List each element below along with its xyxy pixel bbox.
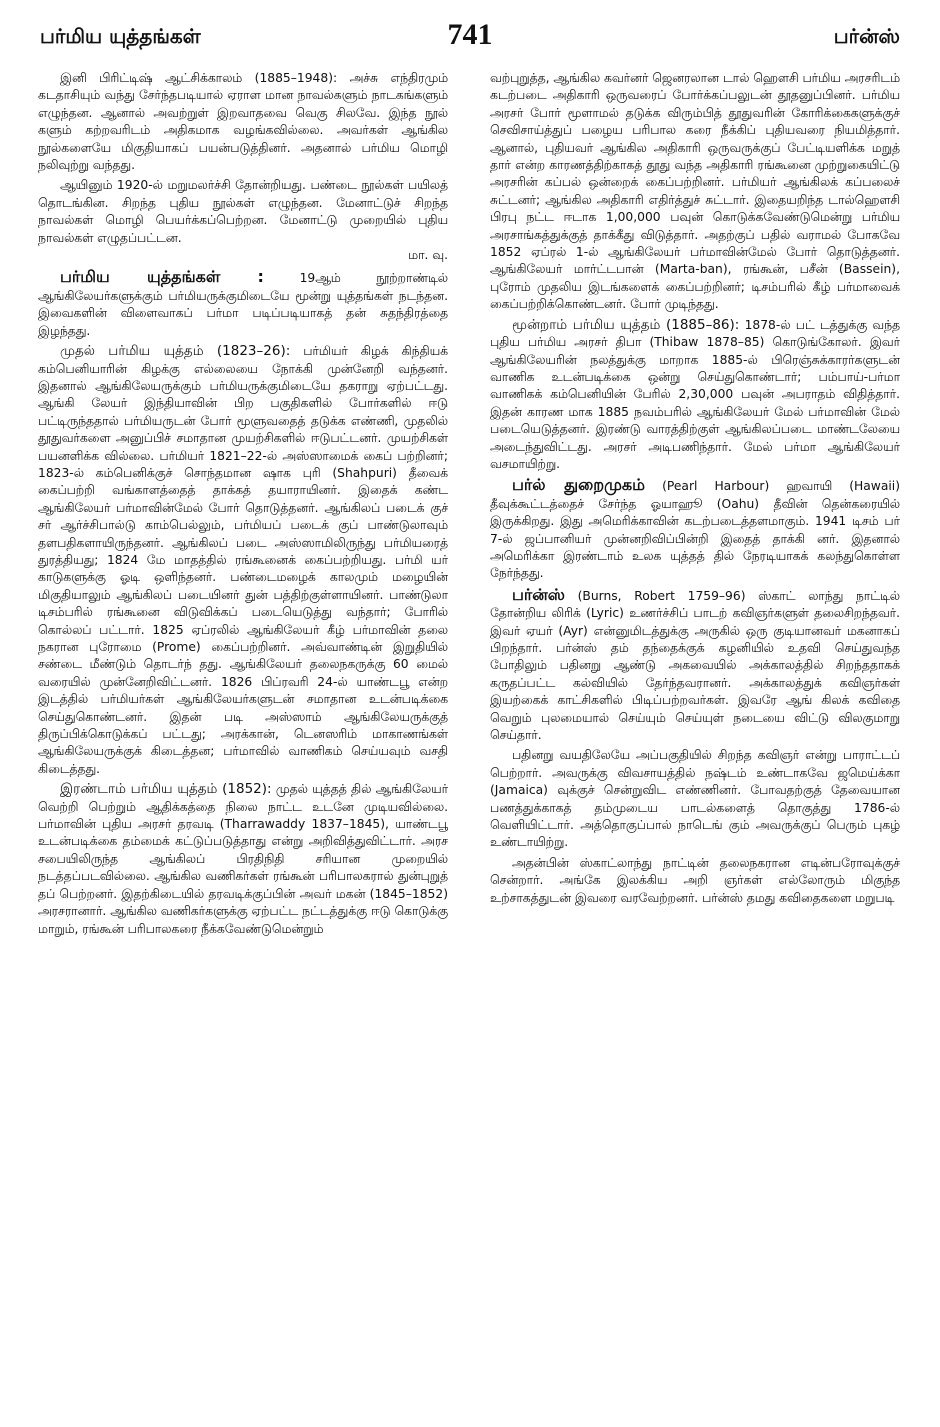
paragraph-british-period: இனி பிரிட்டிஷ் ஆட்சிக்காலம் (1885–1948): அச்சு எந்திரமும் கடதாசியும் வந்து சேர்ந்தபடியால் ஏராள மான நாவல்களும் நாடகங்களும் எழுந்தன. ஆனால் அவற்றுள் இறவாதவை வெகு சிலவே. இந்த நூல் களும் கற்றவரிடம் அதிகமாக வழங்கவில்லை. அவர்கள் ஆங்கில நூல்களையே மிகுதியாகப் பயன்படுத்தினர். அதனால் பர்மிய மொழி நலிவுற்று வந்தது. xyxy=(38,71,448,173)
subheading-third-war: மூன்றாம் பர்மிய யுத்தம் (1885–86): xyxy=(512,316,740,333)
entry-burmese-wars xyxy=(38,268,448,340)
running-head-left: பர்மிய யுத்தங்கள் xyxy=(40,24,201,48)
right-column xyxy=(490,70,900,1405)
entry-headword: பர்மிய யுத்தங்கள் : xyxy=(60,267,264,287)
paragraph-second-war-continued: வற்புறுத்த, ஆங்கில கவர்னர் ஜெனரலான டால் ஹௌசி பர்மிய அரசரிடம் கடற்படை அதிகாரி ஒருவரைப் போர்க்கப்பலுடன் தூதனுப்பினர். பர்மிய அரசர் போர் மூளாமல் தடுக்க விரும்பித் தூதுவரின் கோரிக்கைகளுக்குச் செவிசாய்த்துப் பழைய பரிபால கரை நீக்கிப் புதியவரை நியமித்தார். ஆனால், புதியவர் ஆங்கில அதிகாரி ஒருவருக்குப் பேட்டியளிக்க மறுத் தார் என்ற காரணத்திற்காகத் தூது வந்த அதிகாரி ரங்கூனை முற்றுகையிட்டு அரசரின் கப்பல் ஒன்றைக் கைப்பற்றினர். பர்மியர் ஆங்கிலக் கப்பலைச் சுட்டனர்; ஆங்கில அதிகாரி எதிர்த்துச் சுட்டார். இதையறிந்த டால்ஹௌசி பிரபு நட்ட ஈடாக 1,00,000 பவுன் கொடுக்கவேண்டுமென்று பர்மிய அரசாங்கத்துக்குத் தாக்கீது விடுத்தார். அதற்குப் பதில் வராமல் போகவே 1852 ஏப்ரல் 1-ல் ஆங்கிலேயர் பர்மாவின்மேல் போர் தொடுத்தனர். ஆங்கிலேயர் மார்ட்டபான் (Marta-ban), ரங்கூன், பசீன் (Bassein), புரோம் முதலிய இடங்களைக் கைப்பற்றினர்; டிசம்பரில் கீழ் பர்மாவைக் கைப்பற்றிக்கொண்டனர். போர் முடிந்தது. xyxy=(490,71,900,312)
second-war-text: முதல் யுத்தத் தில் ஆங்கிலேயர் வெற்றி பெற்றும் ஆதிக்கத்தை நிலை நாட்ட உடனே முடியவில்லை. பர்மாவின் புதிய அரசர் தரவடி (Tharrawaddy 1837–1845), யாண்டபூ உடன்படிக்கை தம்மைக் கட்டுப்படுத்தாது என்று அறிவித்துவிட்டார். அரச சபையிலிருந்த ஆங்கிலப் பிரதிநிதி சரியான முறையில் நடத்தப்படவில்லை. ஆங்கில வணிகர்கள் ரங்கூன் பரிபாலகரால் துன்புறுத் தப் பெற்றனர். இதற்கிடையில் தரவடிக்குப்பின் அவர் மகன் (1845–1852) அரசரானார். ஆங்கில வணிகர்களுக்கு ஏற்பட்ட நட்டத்துக்கு ஈடு கொடுக்கு மாறும், ரங்கூன் பரிபாலகரை நீக்கவேண்டுமென்றும் xyxy=(38,782,448,936)
entry-text: 19ஆம் நூற்றாண்டில் ஆங்கிலேயர்களுக்கும் பர்மியருக்குமிடையே மூன்று யுத்தங்கள் நடந்தன. இவைகளின் விளைவாகப் பர்மா படிப்படியாகத் தன் சுதந்திரத்தை இழந்தது. xyxy=(38,271,448,338)
pearl-harbour-text: (Pearl Harbour) ஹவாயி (Hawaii) தீவுக்கூட்டத்தைச் சேர்ந்த ஓயாஹூ (Oahu) தீவின் தென்கரையில் இருக்கிறது. இது அமெரிக்காவின் கடற்படைத்தளமாகும். 1941 டிசம் பர் 7-ல் ஜப்பானியர் முன்னறிவிப்பின்றி இதைத் தாக்கி னர். இதனால் அமெரிக்கா இரண்டாம் உலக யுத்தத் தில் நேரடியாகக் கலந்துகொள்ள நேர்ந்தது. xyxy=(490,479,900,581)
page-number: 741 xyxy=(447,18,493,51)
first-war-text: பர்மியர் கிழக் கிந்தியக் கம்பெனியாரின் கிழக்கு எல்லையை நோக்கி முன்னேறி வந்தனர். இதனால் ஆங்கிலேயருக்கும் பர்மியருக்குமிடையே தகராறு ஏற்பட்டது. ஆங்கி லேயர் இந்தியாவின் பிற பகுதிகளில் போர்களில் ஈடு பட்டிருந்ததால் பர்மியருடன் போர் மூளுவதைத் தடுக்க எண்ணி, முதலில் தூதுவர்களை அனுப்பிச் சமாதான முயற்சிகளில் ஈடுபட்டனர். முயற்சிகள் பயனளிக்க வில்லை. பர்மியர் 1821–22-ல் அஸ்ஸாமைக் கைப் பற்றினர்; 1823-ல் கம்பெனிக்குச் சொந்தமான ஷாக புரி (Shahpuri) தீவைக் கைப்பற்றி வங்காளத்தைத் தாக்கத் தயாராயினர். இதைக் கண்ட ஆங்கிலேயர் பர்மாவின்மேல் போர் தொடுத்தனர். ஆங்கிலப் படைக் குச் சர் ஆர்ச்சிபால்டு காம்பெல்லும், பர்மியப் படைக் குப் பாண்டுலாவும் தளபதிகளாயிருந்தனர். ஆங்கிலப் படை அஸ்ஸாமிலிருந்து பர்மியரைத் துரத்தியது; 1824 மே மாதத்தில் ரங்கூனைக் கைப்பற்றியது. பர்மி யர் காடுகளுக்கு ஓடி ஒளிந்தனர். பண்டைமழைக் காலமும் மழையின் மிகுதியாலும் ஆங்கிலப் படையினர் துன் பத்திற்குள்ளாயினர். பாண்டுலா டிசம்பரில் ரங்கூனை விடுவிக்கப் படையெடுத்து வந்தார்; போரில் கொல்லப் பட்டார். 1825 ஏப்ரலில் ஆங்கிலேயர் கீழ் பர்மாவின் தலை நகரான புரோமை (Prome) கைப்பற்றினர். அவ்வாண்டின் இறுதியில் சண்டை மீண்டும் தொடர்ந் தது. ஆங்கிலேயர் தலைநகருக்கு 60 மைல் வரையில் முன்னேறிவிட்டனர். 1826 பிப்ரவரி 24-ல் யாண்டபூ என்ற இடத்தில் பர்மியர்கள் ஆங்கிலேயர்களுடன் சமாதான உடன்படிக்கை செய்துகொண்டனர். இதன் படி அஸ்ஸாம் ஆங்கிலேயருக்குத் திருப்பிக்கொடுக்கப் பட்டது; அரக்கான், டெனஸரிம் மாகாணங்கள் ஆங்கிலேயருக்குக் கிடைத்தன; பர்மாவில் வாணிகம் செய்யவும் வசதி கிடைத்தது. xyxy=(38,344,448,776)
page-header xyxy=(40,14,900,58)
third-war-text: 1878-ல் பட் டத்துக்கு வந்த புதிய பர்மிய அரசர் திபா (Thibaw 1878–85) கொடுங்கோலர். இவர் ஆங்கிலேயரின் நலத்துக்கு மாறாக 1885-ல் பிரெஞ்சுக்காரர்களுடன் வாணிக உடன்படிக்கை ஒன்று செய்துகொண்டார்; பம்பாய்-பர்மா வாணிகக் கம்பெனியின் பேரில் 2,30,000 பவுன் அபராதம் விதித்தார். இதன் காரண மாக 1885 நவம்பரில் ஆங்கிலேயர் மேல் பர்மாவின் மேல் படையெடுத்தனர். இரண்டு வாரத்திற்குள் ஆங்கிலப்படை மாண்டலேயை அடைந்துவிட்டது. அரசர் அடிபணிந்தார். மேல் பர்மா ஆங்கிலேயர் வசமாயிற்று. xyxy=(490,317,900,471)
author-initials: மா. வு. xyxy=(408,248,448,263)
running-head-right: பர்ன்ஸ் xyxy=(833,24,900,48)
entry-burns xyxy=(490,586,900,745)
paragraph-renaissance: ஆயினும் 1920-ல் மறுமலர்ச்சி தோன்றியது. பண்டை நூல்கள் பயிலத் தொடங்கின. சிறந்த புதிய நூல்கள் எழுந்தன. மேனாட்டுச் சிறந்த நாவல்கள் மொழி பெயர்க்கப்பெற்றன. மேனாட்டு முறையில் புதிய நாவல்கள் எழுதப்பட்டன. xyxy=(38,178,448,245)
paragraph-third-war xyxy=(490,317,900,474)
paragraph-burns-edinburgh: அதன்பின் ஸ்காட்லாந்து நாட்டின் தலைநகரான எடின்பரோவுக்குச் சென்றார். அங்கே இலக்கிய அறி ஞர்கள் எல்லோரும் மிகுந்த உற்சாகத்துடன் இவரை வரவேற்றனர். பர்ன்ஸ் தமது கவிதைகளை மறுபடி xyxy=(490,855,900,905)
left-column xyxy=(38,70,448,1405)
entry-pearl-harbour xyxy=(490,476,900,582)
paragraph-burns-youth: பதினறு வயதிலேயே அப்பகுதியில் சிறந்த கவிஞர் என்று பாராட்டப் பெற்றார். அவருக்கு விவசாயத்தில் நஷ்டம் உண்டாகவே ஜமெய்க்கா (Jamaica) வுக்குச் சென்றுவிட எண்ணினர். போவதற்குத் தேவையான பணத்துக்காகத் தம்முடைய பாடல்களைத் தொகுத்து 1786-ல் வெளியிட்டார். அத்தொகுப்பால் நாடெங் கும் அவருக்குப் பெரும் புகழ் உண்டாயிற்று. xyxy=(490,748,900,850)
entry-headword-pearl-harbour: பர்ல் துறைமுகம் xyxy=(512,475,646,495)
paragraph-second-war xyxy=(38,781,448,938)
subheading-first-war: முதல் பர்மிய யுத்தம் (1823–26): xyxy=(60,343,291,360)
subheading-second-war: இரண்டாம் பர்மிய யுத்தம் (1852): xyxy=(60,781,272,798)
burns-text: (Burns, Robert 1759–96) ஸ்காட் லாந்து நாட்டில் தோன்றிய லிரிக் (Lyric) உணர்ச்சிப் பாடற் கவிஞர்களுள் தலைசிறந்தவர். இவர் ஏயர் (Ayr) என்னுமிடத்துக்கு அருகில் ஒரு குடியானவர் மகனாகப் பிறந்தார். பர்ன்ஸ் தம் தந்தைக்குக் கழனியில் உதவி செய்துவந்த போதிலும் பதினறு ஆண்டு அகவையில் அக்காலத்தில் சிறந்ததாகக் கருதப்பட்ட கல்வியில் தேர்ந்தவரானர். அக்காலத்துக் கவிஞர்கள் இயற்கைக் காட்சிகளில் பிடிப்பற்றவர்கள். இவரே ஆங் கிலக் கவிதை வெறும் புலமையால் செய்யும் செய்யுள் நடையை விட்டு விலகுமாறு செய்தார். xyxy=(490,588,900,743)
paragraph-first-war xyxy=(38,343,448,778)
entry-headword-burns: பர்ன்ஸ் xyxy=(512,584,565,604)
